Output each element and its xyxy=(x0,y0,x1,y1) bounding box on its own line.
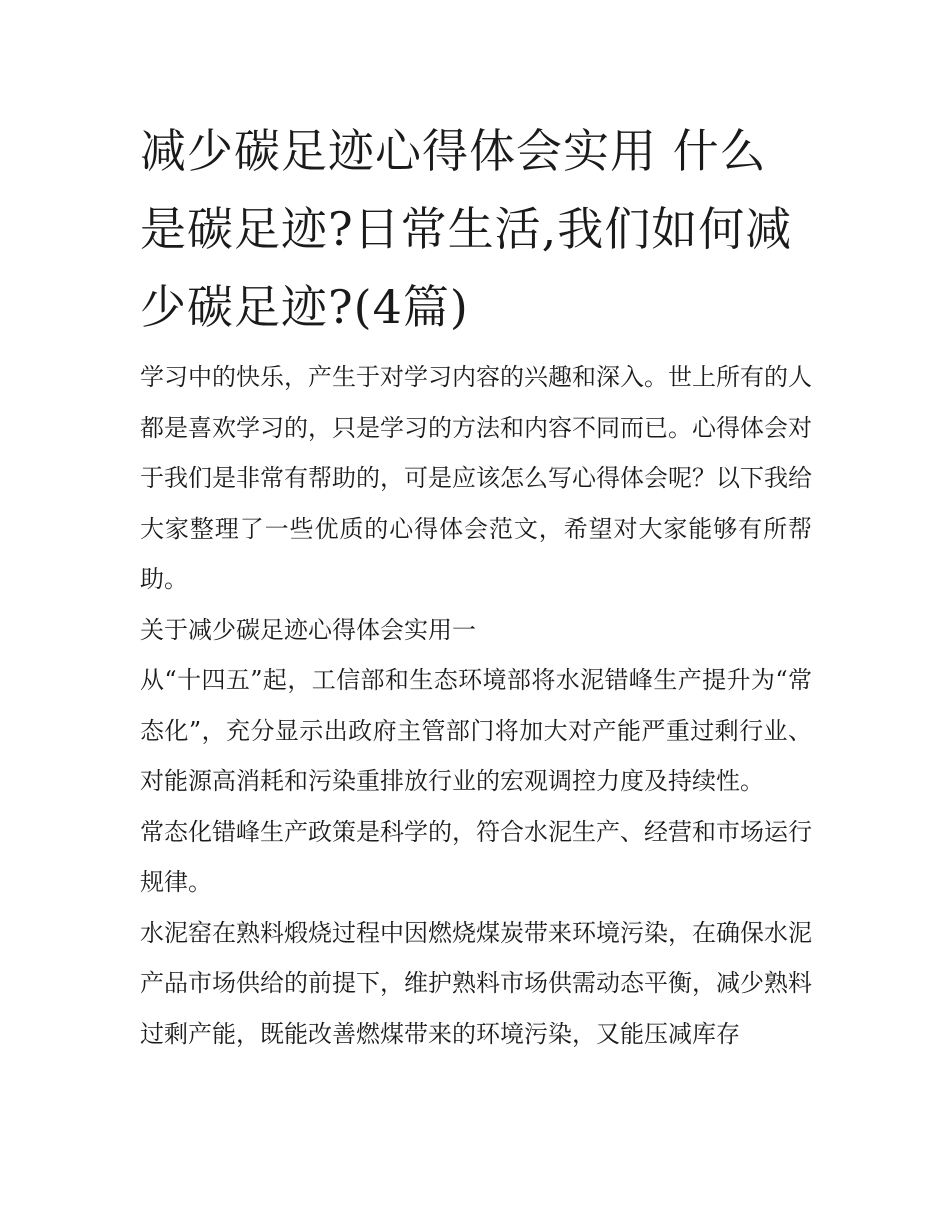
body-paragraph-3: 水泥窑在熟料煅烧过程中因燃烧煤炭带来环境污染，在确保水泥产品市场供给的前提下，维护熟料市场供需动态平衡，减少熟料过剩产能，既能改善燃煤带来的环境污染，又能压减库存 xyxy=(140,918,812,1048)
intro-paragraph: 学习中的快乐，产生于对学习内容的兴趣和深入。世上所有的人都是喜欢学习的，只是学习的方法和内容不同而已。心得体会对于我们是非常有帮助的，可是应该怎么写心得体会呢？以下我给大家整理了一些优质的心得体会范文，希望对大家能够有所帮助。 xyxy=(140,363,812,593)
body-paragraph-2: 常态化错峰生产政策是科学的，符合水泥生产、经营和市场运行规律。 xyxy=(140,817,812,896)
section-heading: 关于减少碳足迹心得体会实用一 xyxy=(140,615,476,644)
document-title: 减少碳足迹心得体会实用 什么是碳足迹?日常生活,我们如何减少碳足迹?(4篇) xyxy=(140,124,793,334)
body-paragraph-1: 从“十四五”起，工信部和生态环境部将水泥错峰生产提升为“常态化”，充分显示出政府主管部门将加大对产能严重过剩行业、对能源高消耗和污染重排放行业的宏观调控力度及持续性。 xyxy=(140,666,812,795)
document-page xyxy=(140,112,812,1059)
